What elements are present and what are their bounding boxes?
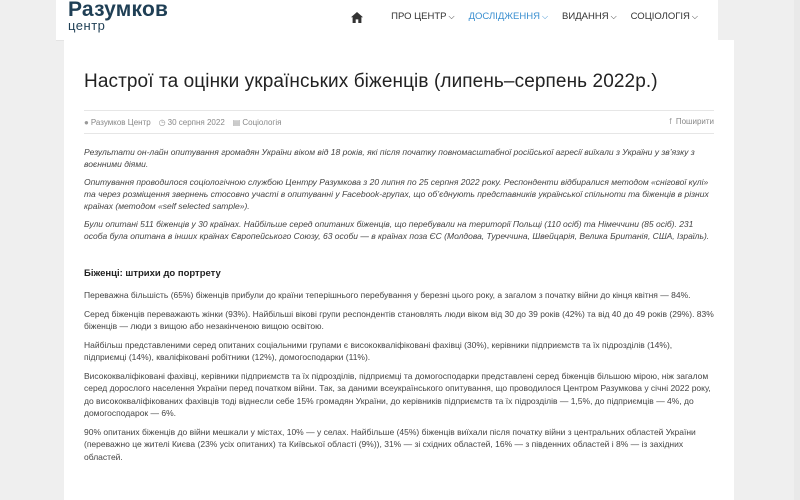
- share-button[interactable]: f Поширити: [669, 117, 714, 126]
- article-body: [84, 289, 714, 463]
- body-paragraph: 90% опитаних біженців до війни мешкали у містах, 10% — у селах. Найбільше (45%) біженців виїхали після початку війни з центральних областей України (переважно це жителі Києва (23% усіх опитаних) та Київської області (9%)), 31% — зі східних областей, 16% — з південних областей і 8% — із західних областей.: [84, 426, 696, 462]
- site-logo[interactable]: [68, 0, 168, 31]
- user-icon: ●: [84, 117, 89, 127]
- chevron-down-icon: ⌵: [691, 11, 698, 21]
- nav-item-sociology[interactable]: СОЦІОЛОГІЯ ⌵: [630, 10, 698, 22]
- intro-paragraph: Опитування проводилося соціологічною службою Центру Разумкова з 20 липня по 25 серпня 2022 року. Респонденти відбиралися методом «снігової кулі» та через розміщення звернень стосовно участі в опитуванні у Facebook-групах, що об’єднують представників української спільноти та біженців в різних країнах (методом «self selected sample»).: [84, 177, 709, 211]
- site-header: [0, 0, 800, 40]
- body-paragraph: Найбільш представленими серед опитаних соціальними групами є висококваліфіковані фахівці (30%), керівники підприємств та їх підрозділів (14%), підприємці (14%), кваліфіковані робітники (12%), домогосподарки (11%).: [84, 339, 673, 362]
- article-intro: [84, 146, 714, 242]
- clock-icon: ◷: [158, 117, 166, 127]
- folder-icon: ▤: [232, 117, 241, 127]
- scrollbar[interactable]: [794, 0, 800, 500]
- meta-author[interactable]: ● Разумков Центр: [84, 117, 151, 127]
- meta-category[interactable]: ▤ Соціологія: [232, 117, 282, 127]
- body-paragraph: Переважна більшість (65%) біженців прибули до країни теперішнього перебування у березні цього року, а загалом з початку війни до кінця квітня — 84%.: [84, 290, 691, 300]
- chevron-down-icon: ⌵: [448, 11, 455, 21]
- home-icon[interactable]: [351, 10, 363, 22]
- chevron-down-icon: ⌵: [610, 11, 617, 21]
- nav-item-about[interactable]: ПРО ЦЕНТР ⌵: [391, 10, 455, 22]
- intro-paragraph: Були опитані 511 біженців у 30 країнах. Найбільше серед опитаних біженців, що перебували на території Польщі (110 осіб) та Німеччини (85 осіб). 231 особа була опитана в інших країнах Європейського Союзу, 63 особи — в країнах поза ЄС (Молдова, Туреччина, Швейцарія, Велика Британія, США, Ізраїль).: [84, 219, 710, 241]
- meta-date: ◷ 30 серпня 2022: [158, 117, 225, 127]
- nav-item-publications[interactable]: ВИДАННЯ ⌵: [562, 10, 617, 22]
- body-paragraph: Серед біженців переважають жінки (93%). Найбільші вікові групи респондентів становлять люди віком від 30 до 39 років (42%) та від 40 до 49 років (29%). 83% біженців — люди з вищою або незакінченою вищою освітою.: [84, 308, 714, 331]
- chevron-down-icon: ⌵: [541, 11, 549, 21]
- body-paragraph: Висококваліфіковані фахівці, керівники підприємств та їх підрозділів, підприємці та домогосподарки представлені серед біженців більшою мірою, ніж загалом серед дорослого населення України перед початком війни. Так, за даними всеукраїнського опитування, що проводилося Центром Разумкова у січні 2022 року, до висококваліфікованих фахівців тоді віднесли себе 15% громадян України, до керівників підприємств та їх підрозділів — 1,5%, до підприємців — 4%, до домогосподарок — 6%.: [84, 370, 711, 418]
- header-bar: [56, 0, 718, 41]
- intro-paragraph: Результати он-лайн опитування громадян України віком від 18 років, які після початку повномасштабної російської агресії виїхали з України у зв’язку з воєнними діями.: [84, 147, 695, 169]
- main-content: [64, 40, 734, 500]
- main-nav: [351, 10, 698, 22]
- section-title: Біженці: штрихи до портрету: [84, 268, 221, 279]
- article: [84, 70, 714, 469]
- nav-item-research[interactable]: ДОСЛІДЖЕННЯ ⌵: [468, 10, 549, 22]
- article-title: Настрої та оцінки українських біженців (липень–серпень 2022р.): [84, 71, 658, 92]
- logo-sub-text: центр: [68, 18, 106, 33]
- facebook-icon: f: [669, 117, 672, 126]
- article-meta: [84, 110, 714, 134]
- logo-main-text: Разумков: [68, 0, 169, 21]
